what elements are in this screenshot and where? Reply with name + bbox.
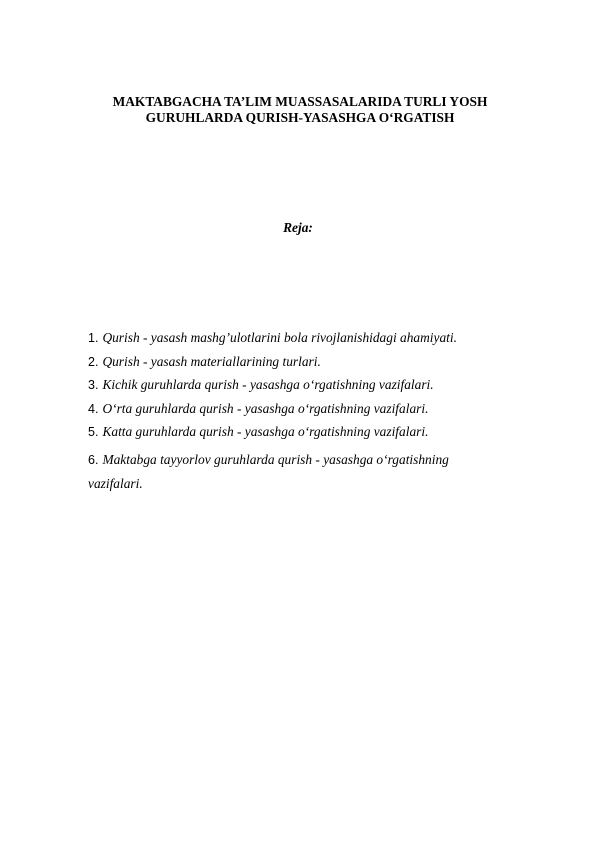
plan-item-number: 5. [88,425,99,439]
plan-item-1 [88,330,528,354]
plan-item-text: O‘rta guruhlarda qurish - yasashga o‘rgatishning vazifalari. [102,400,429,416]
plan-item-number: 2. [88,354,99,369]
plan-item-text: Maktabga tayyorlov guruhlarda qurish - yasashga o‘rgatishning vazifalari. [88,451,449,491]
plan-item-text: Katta guruhlarda qurish - yasashga o‘rgatishning vazifalari. [102,424,429,439]
plan-item-5 [88,424,528,448]
plan-item-text: Qurish - yasash mashg’ulotlarini bola rivojlanishidagi ahamiyati. [102,330,457,345]
document-title [60,94,540,125]
plan-heading: Reja: [283,220,313,235]
plan-item-2 [88,354,528,378]
plan-item-text: Kichik guruhlarda qurish - yasashga o‘rgatishning vazifalari. [102,377,434,392]
title-line-2: GURUHLARDA QURISH-YASASHGA O‘RGATISH [145,109,455,125]
title-line-1: MAKTABGACHA TA’LIM MUASSASALARIDA TURLI YOSH [112,94,488,109]
plan-item-6 [88,448,498,496]
plan-item-4 [88,401,528,425]
plan-list [88,330,528,496]
plan-item-number: 4. [88,401,99,416]
plan-item-number: 6. [88,452,99,467]
plan-item-text: Qurish - yasash materiallarining turlari. [102,353,321,369]
plan-item-number: 1. [88,331,99,345]
plan-item-3 [88,377,528,401]
plan-item-number: 3. [88,378,99,392]
